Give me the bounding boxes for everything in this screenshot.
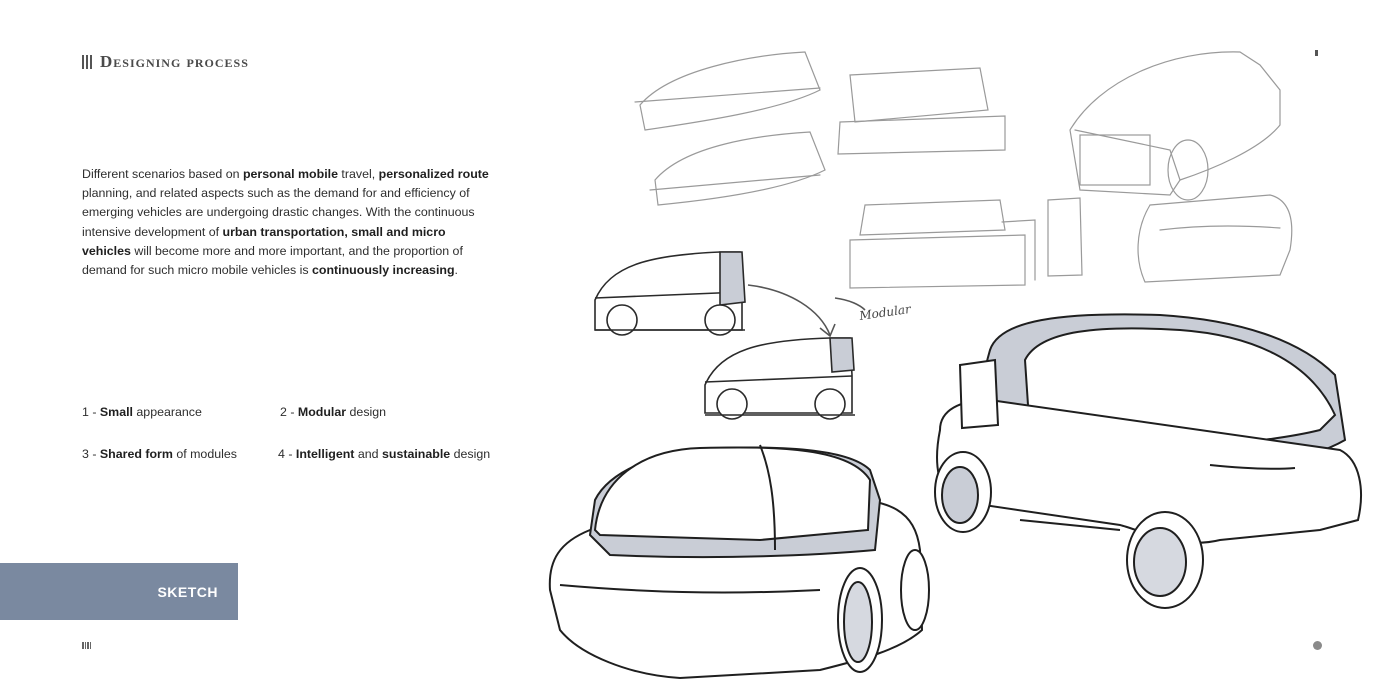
intro-text: planning, and related aspects such as the demand for and efficiency of emerging vehicles are undergoing drastic changes. With the continuous intensive development of — [82, 186, 475, 239]
sketch-tab — [0, 563, 238, 620]
intro-paragraph — [82, 165, 492, 280]
intro-bold: continuously increasing — [312, 263, 455, 278]
sketch-tab-label: SKETCH — [157, 583, 218, 600]
section-bars-icon — [82, 55, 92, 69]
intro-text: travel, — [337, 167, 379, 181]
intro-bold: personalized route — [378, 167, 489, 181]
main-car-rear-sketch — [935, 314, 1361, 608]
intro-text: Different scenarios based on — [82, 167, 243, 181]
intro-bold: urban transportation, small and micro vehicles — [82, 224, 446, 258]
feature-item-1: 1 - Small appearance — [82, 405, 202, 419]
feature-item-2: 2 - Modular design — [280, 405, 387, 419]
modular-annotation: Modular — [858, 301, 912, 323]
feature-item-3: 3 - Shared form of modules — [82, 447, 237, 461]
car-sketches-illustration — [520, 30, 1380, 698]
footer-bars-icon — [82, 642, 91, 649]
page-title: Designing process — [100, 52, 249, 71]
header — [82, 52, 249, 72]
feature-item-4: 4 - Intelligent and sustainable design — [278, 447, 491, 461]
intro-text: . — [454, 263, 458, 278]
main-car-front-sketch — [550, 445, 929, 678]
modular-side-views — [595, 252, 865, 419]
intro-text: will become more and more important, and the proportion of demand for such micro mobile vehicles is — [82, 243, 463, 278]
intro-bold: personal mobile — [242, 167, 338, 181]
